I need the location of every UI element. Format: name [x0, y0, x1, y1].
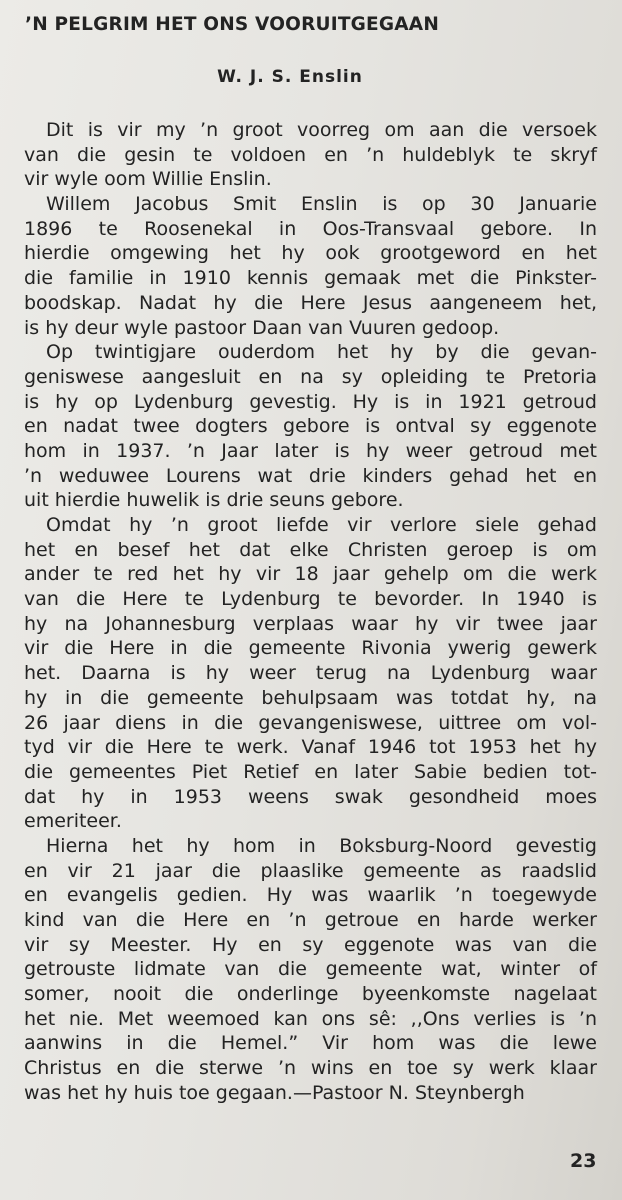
- article-title: ’N PELGRIM HET ONS VOORUITGEGAAN: [25, 14, 439, 35]
- text-line: vir die Here in die gemeente Rivonia ywerig gewerk: [24, 637, 597, 660]
- text-line: emeriteer.: [24, 810, 122, 833]
- text-line: 1896 te Roosenekal in Oos-Transvaal gebore. In: [24, 217, 597, 240]
- text-line: dat hy in 1953 weens swak gesondheid moes: [24, 785, 597, 808]
- text-line: 26 jaar diens in die gevangeniswese, uittree om vol-: [24, 711, 597, 734]
- text-line: hierdie omgewing het hy ook grootgeword en het: [24, 242, 597, 265]
- text-line: uit hierdie huwelik is drie seuns gebore.: [24, 489, 404, 512]
- text-line: van die gesin te voldoen en ’n huldeblyk te skryf: [24, 143, 597, 166]
- text-line: hom in 1937. ’n Jaar later is hy weer getroud met: [24, 439, 597, 462]
- text-line: kind van die Here en ’n getroue en harde werker: [24, 909, 597, 931]
- text-line: die gemeentes Piet Retief en later Sabie bedien tot-: [24, 760, 597, 783]
- text-line: Op twintigjare ouderdom het hy by die gevan-: [46, 341, 597, 364]
- text-line: somer, nooit die onderlinge byeenkomste nagelaat: [24, 983, 597, 1006]
- text-line: aanwins in die Hemel.” Vir hom was die lewe: [24, 1032, 597, 1055]
- paragraph: [24, 118, 597, 192]
- text-line: ander te red het hy vir 18 jaar gehelp om die werk: [24, 563, 597, 586]
- text-line: is hy op Lydenburg gevestig. Hy is in 1921 getroud: [24, 390, 597, 413]
- text-line: vir sy Meester. Hy en sy eggenote was van die: [24, 933, 597, 956]
- article-body: [24, 118, 597, 1106]
- text-line: die familie in 1910 kennis gemaak met die Pinkster-: [24, 267, 597, 290]
- paragraph: [24, 834, 597, 1106]
- text-line: en vir 21 jaar die plaaslike gemeente as raadslid: [24, 859, 597, 882]
- text-line: hy na Johannesburg verplaas waar hy vir twee jaar: [24, 612, 597, 635]
- text-line: ’n weduwee Lourens wat drie kinders gehad het en: [24, 464, 597, 487]
- text-line: Omdat hy ’n groot liefde vir verlore siele gehad: [46, 514, 597, 536]
- article-author: W. J. S. Enslin: [217, 67, 363, 87]
- text-line: en evangelis gedien. Hy was waarlik ’n toegewyde: [24, 884, 597, 907]
- text-line: van die Here te Lydenburg te bevorder. In 1940 is: [24, 588, 597, 611]
- text-line: Willem Jacobus Smit Enslin is op 30 Januarie: [46, 193, 597, 216]
- paragraph: [24, 513, 597, 834]
- text-line: was het hy huis toe gegaan.—Pastoor N. Steynbergh: [24, 1081, 525, 1104]
- paragraph: [24, 192, 597, 340]
- paragraph: [24, 340, 597, 513]
- text-line: getrouste lidmate van die gemeente wat, winter of: [24, 958, 597, 981]
- text-line: het. Daarna is hy weer terug na Lydenburg waar: [24, 662, 597, 685]
- text-line: Dit is vir my ’n groot voorreg om aan die versoek: [46, 119, 597, 141]
- text-line: tyd vir die Here te werk. Vanaf 1946 tot 1953 het hy: [24, 736, 597, 759]
- text-line: boodskap. Nadat hy die Here Jesus aangeneem het,: [24, 291, 597, 314]
- text-line: en nadat twee dogters gebore is ontval sy eggenote: [24, 415, 597, 438]
- text-line: het nie. Met weemoed kan ons sê: ,,Ons verlies is ’n: [24, 1007, 597, 1030]
- text-line: is hy deur wyle pastoor Daan van Vuuren gedoop.: [24, 316, 500, 339]
- text-line: vir wyle oom Willie Enslin.: [24, 168, 272, 191]
- text-line: het en besef het dat elke Christen geroep is om: [24, 538, 597, 561]
- text-line: geniswese aangesluit en na sy opleiding te Pretoria: [24, 365, 597, 388]
- text-line: Hierna het hy hom in Boksburg-Noord gevestig: [46, 834, 597, 857]
- page-number: 23: [570, 1150, 597, 1172]
- text-line: hy in die gemeente behulpsaam was totdat hy, na: [24, 686, 597, 709]
- text-line: Christus en die sterwe ’n wins en toe sy werk klaar: [24, 1057, 597, 1080]
